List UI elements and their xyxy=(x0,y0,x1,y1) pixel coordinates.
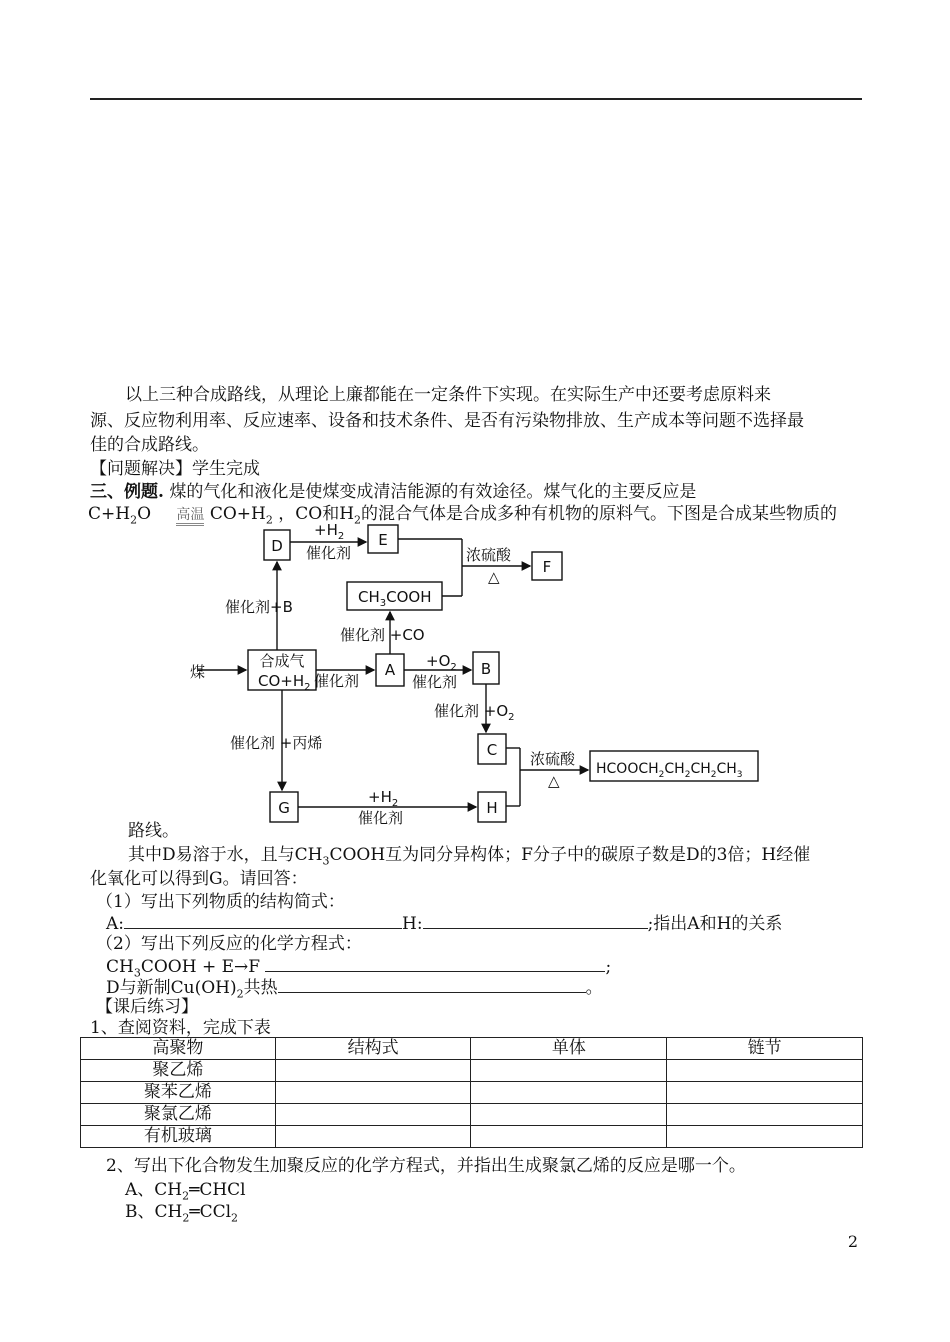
example-label: 三、例题. xyxy=(90,482,164,502)
label-syngas-name: 合成气 xyxy=(259,652,305,670)
table-cell-polymer: 聚乙烯 xyxy=(81,1060,276,1082)
route-text: 路线。 xyxy=(128,821,179,841)
table-cell-empty[interactable] xyxy=(275,1104,471,1126)
q1-title: （1）写出下列物质的结构简式： xyxy=(96,892,345,912)
monomer-a: A、$CH_2═CHCl$ xyxy=(125,1180,246,1203)
label-product: $HCOOCH_2CH_2CH_2CH_3$ xyxy=(596,761,743,780)
label-f-acid: 浓硫酸 xyxy=(466,546,512,564)
label-cat-b: 催化剂+B xyxy=(225,598,293,616)
table-row xyxy=(81,1104,863,1126)
homework-item2: 2、写出下化合物发生加聚反应的化学方程式，并指出生成聚氯乙烯的反应是哪一个。 xyxy=(106,1156,746,1176)
table-cell-empty[interactable] xyxy=(471,1126,667,1148)
table-row xyxy=(81,1082,863,1104)
table-row xyxy=(81,1126,863,1148)
table-cell-empty[interactable] xyxy=(667,1060,863,1082)
answer-h-blank[interactable] xyxy=(423,912,648,929)
label-product-acid: 浓硫酸 xyxy=(530,750,576,768)
header-rule xyxy=(90,98,862,100)
table-header: 链节 xyxy=(667,1038,863,1060)
q2-reaction2: D与新制$Cu(OH)_2$共热 。 xyxy=(106,978,603,1001)
label-g: G xyxy=(278,799,290,817)
table-cell-empty[interactable] xyxy=(275,1082,471,1104)
label-b: B xyxy=(480,660,492,678)
table-cell-empty[interactable] xyxy=(471,1082,667,1104)
table-cell-polymer: 聚苯乙烯 xyxy=(81,1082,276,1104)
label-de-catalyst: 催化剂 xyxy=(306,544,352,562)
polymer-table xyxy=(80,1037,863,1148)
label-ab-o2: $+O_2$ xyxy=(426,652,457,673)
table-cell-empty[interactable] xyxy=(471,1104,667,1126)
table-row xyxy=(81,1060,863,1082)
label-h: H xyxy=(486,799,498,817)
label-syngas-a-catalyst: 催化剂 xyxy=(314,672,360,690)
label-f: F xyxy=(542,558,552,576)
table-cell-empty[interactable] xyxy=(275,1126,471,1148)
synthesis-route-diagram xyxy=(180,520,780,832)
table-cell-polymer: 有机玻璃 xyxy=(81,1126,276,1148)
example-text: 煤的气化和液化是使煤变成清洁能源的有效途径。煤气化的主要反应是 xyxy=(169,482,697,502)
para1-line3: 佳的合成路线。 xyxy=(90,435,209,455)
label-syngas-formula: $CO+H_2$ xyxy=(258,672,311,693)
label-cat-o2: 催化剂 $+O_2$ xyxy=(434,702,515,723)
info-line1: 其中D易溶于水，且与$CH_3COOH$互为同分异构体；F分子中的碳原子数是D的3倍；H经催 xyxy=(128,845,811,868)
table-header: 结构式 xyxy=(275,1038,471,1060)
q2-reaction1: $CH_3COOH + E\to F$ ; xyxy=(106,957,612,980)
label-a: A xyxy=(384,661,396,679)
label-gh-h2: $+H_2$ xyxy=(368,788,399,809)
para1-line1: 以上三种合成路线，从理论上廉都能在一定条件下实现。在实际生产中还要考虑原料来 xyxy=(125,385,771,405)
label-cat-propene: 催化剂 +丙烯 xyxy=(230,734,323,752)
page-number: 2 xyxy=(847,1232,858,1251)
table-cell-empty[interactable] xyxy=(471,1060,667,1082)
table-header: 单体 xyxy=(471,1038,667,1060)
answer-a-blank[interactable] xyxy=(124,912,402,929)
table-header: 高聚物 xyxy=(81,1038,276,1060)
table-cell-empty[interactable] xyxy=(667,1104,863,1126)
table-cell-polymer: 聚氯乙烯 xyxy=(81,1104,276,1126)
reaction1-blank[interactable] xyxy=(265,955,605,972)
q2-title: （2）写出下列反应的化学方程式： xyxy=(96,934,362,954)
label-product-heat: △ xyxy=(548,772,560,790)
label-f-heat: △ xyxy=(488,568,500,586)
label-ch3cooh: $CH_3COOH$ xyxy=(358,588,432,609)
label-d: D xyxy=(271,537,283,555)
info-line2: 化氧化可以得到G。请回答： xyxy=(90,869,308,889)
label-de-h2: $+H_2$ xyxy=(314,521,345,542)
reaction2-blank[interactable] xyxy=(278,976,586,993)
homework-item1: 1、查阅资料，完成下表 xyxy=(90,1018,271,1038)
table-header-row xyxy=(81,1038,863,1060)
table-cell-empty[interactable] xyxy=(667,1126,863,1148)
table-cell-empty[interactable] xyxy=(667,1082,863,1104)
label-ab-catalyst: 催化剂 xyxy=(412,673,458,691)
q1-answer-line: A: H: ;指出A和H的关系 xyxy=(106,914,783,934)
label-c: C xyxy=(486,741,498,759)
condition-high-temp: 高温 xyxy=(176,507,204,526)
label-gh-catalyst: 催化剂 xyxy=(358,809,404,827)
label-coal: 煤 xyxy=(190,663,206,681)
para1-line2: 源、反应物利用率、反应速率、设备和技术条件、是否有污染物排放、生产成本等问题不选择最 xyxy=(90,411,804,431)
monomer-b: B、$CH_2═CCl_2$ xyxy=(125,1202,239,1225)
problem-solving-heading: 【问题解决】学生完成 xyxy=(90,459,260,479)
label-e: E xyxy=(378,531,388,549)
table-cell-empty[interactable] xyxy=(275,1060,471,1082)
homework-title: 【课后练习】 xyxy=(96,997,198,1017)
example-line xyxy=(90,481,696,503)
gasification-equation: $C+H_2O$ 高温 $CO+H_2$ ，CO和$H_2$的混合气体是合成多种有机物的原料气。下图是合成某些物质的 xyxy=(88,504,838,527)
label-cat-co: 催化剂 +CO xyxy=(340,626,425,644)
